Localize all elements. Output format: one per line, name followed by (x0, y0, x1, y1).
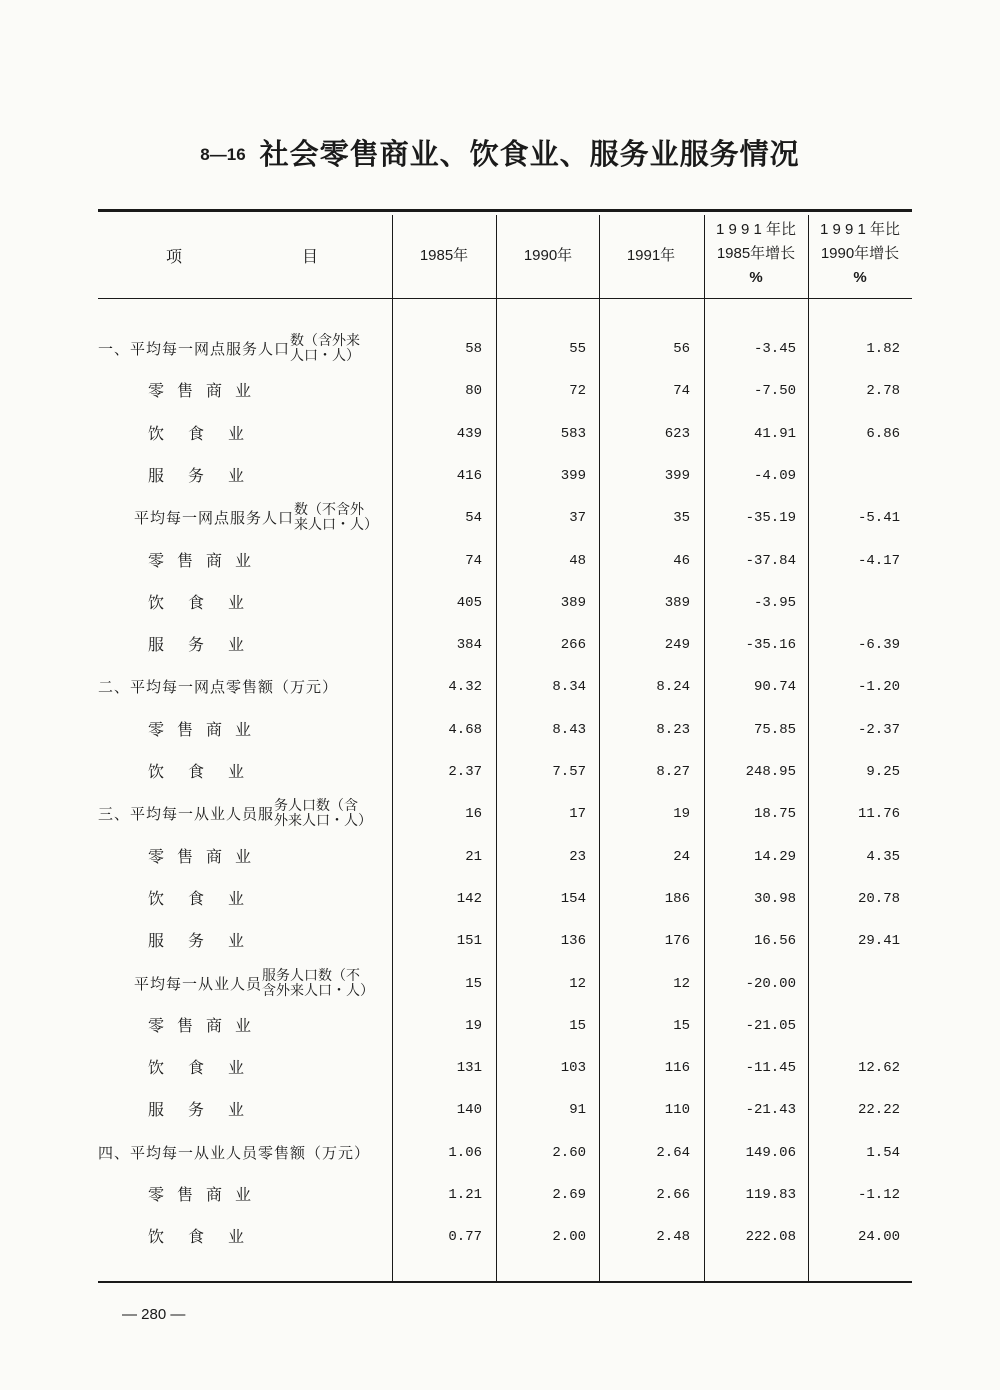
header-growth-vs-1990 (812, 218, 908, 290)
value-1985: 384 (456, 637, 482, 653)
row-label: 零售商业 (148, 381, 265, 400)
value-1990: 37 (569, 510, 586, 526)
row-label: 服务业 (148, 931, 269, 950)
value-1985: 416 (456, 468, 482, 484)
growth-vs-1990: -2.37 (857, 722, 900, 738)
growth-vs-1990: 1.82 (866, 341, 900, 357)
row-label-note (262, 969, 374, 999)
growth-vs-1985: -21.43 (745, 1102, 796, 1118)
row-label: 饮食业 (148, 424, 269, 443)
value-1991: 110 (664, 1102, 690, 1118)
header-growth-vs-1990-line2: 1990年增长 (820, 245, 900, 262)
table-row (0, 413, 1000, 455)
value-1991: 24 (673, 849, 690, 865)
table-row (0, 540, 1000, 582)
table-row (0, 793, 1000, 835)
row-label-main: 平均每一从业人员 (134, 975, 263, 993)
page-number: — 280 — (122, 1306, 186, 1323)
row-label: 零售商业 (148, 720, 265, 739)
growth-vs-1985: -7.50 (753, 383, 796, 399)
value-1990: 154 (560, 891, 586, 907)
table-title-text: 社会零售商业、饮食业、服务业服务情况 (259, 137, 800, 171)
value-1991: 19 (673, 806, 690, 822)
value-1985: 0.77 (448, 1229, 482, 1245)
growth-vs-1985: 248.95 (745, 764, 796, 780)
header-growth-vs-1990-unit: % (853, 269, 867, 286)
value-1990: 48 (569, 553, 586, 569)
row-label-main: 平均每一网点服务人口 (134, 509, 295, 527)
table-row (0, 582, 1000, 624)
growth-vs-1990: 6.86 (866, 426, 900, 442)
value-1991: 8.27 (656, 764, 690, 780)
row-label: 二、平均每一网点零售额（万元） (98, 678, 339, 696)
row-label: 饮食业 (148, 762, 269, 781)
value-1990: 389 (560, 595, 586, 611)
row-label-note-line2: 含外来人口・人） (262, 983, 375, 999)
growth-vs-1990: -4.17 (857, 553, 900, 569)
table-row (0, 1047, 1000, 1089)
table-row (0, 920, 1000, 962)
table-row (0, 1089, 1000, 1131)
header-1985: 1985年 (419, 247, 469, 264)
value-1985: 74 (465, 553, 482, 569)
row-label: 零售商业 (148, 551, 265, 570)
value-1985: 4.32 (448, 679, 482, 695)
value-1990: 2.00 (552, 1229, 586, 1245)
value-1990: 8.34 (552, 679, 586, 695)
growth-vs-1990: 2.78 (866, 383, 900, 399)
growth-vs-1985: -3.45 (753, 341, 796, 357)
value-1991: 15 (673, 1018, 690, 1034)
growth-vs-1985: -11.45 (745, 1060, 796, 1076)
value-1985: 1.06 (448, 1145, 482, 1161)
growth-vs-1990: 12.62 (857, 1060, 900, 1076)
header-1991: 1991年 (626, 247, 676, 264)
growth-vs-1990: 20.78 (857, 891, 900, 907)
row-label: 饮食业 (148, 1058, 269, 1077)
growth-vs-1990: 22.22 (857, 1102, 900, 1118)
value-1990: 583 (560, 426, 586, 442)
table-row (0, 1005, 1000, 1047)
table-row (0, 1132, 1000, 1174)
value-1985: 54 (465, 510, 482, 526)
growth-vs-1990: 29.41 (857, 933, 900, 949)
value-1990: 7.57 (552, 764, 586, 780)
row-label-note-line2: 来人口・人） (294, 517, 379, 533)
growth-vs-1985: 14.29 (753, 849, 796, 865)
row-label-note (274, 799, 372, 829)
row-label: 服务业 (148, 635, 269, 654)
value-1990: 91 (569, 1102, 586, 1118)
growth-vs-1990: 11.76 (857, 806, 900, 822)
growth-vs-1985: 41.91 (753, 426, 796, 442)
value-1991: 8.23 (656, 722, 690, 738)
value-1991: 74 (673, 383, 690, 399)
growth-vs-1985: 90.74 (753, 679, 796, 695)
row-label-note-line1: 务人口数（含 (274, 798, 359, 814)
value-1985: 80 (465, 383, 482, 399)
value-1991: 2.66 (656, 1187, 690, 1203)
table-row (0, 455, 1000, 497)
row-label-main: 一、平均每一网点服务人口 (98, 340, 291, 358)
value-1990: 72 (569, 383, 586, 399)
row-label-note-line1: 数（含外来 (290, 333, 361, 349)
row-label: 饮食业 (148, 1227, 269, 1246)
growth-vs-1990: -6.39 (857, 637, 900, 653)
value-1991: 2.48 (656, 1229, 690, 1245)
value-1990: 136 (560, 933, 586, 949)
table-row (0, 878, 1000, 920)
value-1985: 58 (465, 341, 482, 357)
row-label-note (294, 503, 378, 533)
value-1985: 15 (465, 976, 482, 992)
growth-vs-1990: -1.20 (857, 679, 900, 695)
growth-vs-1990: -5.41 (857, 510, 900, 526)
row-label: 零售商业 (148, 1016, 265, 1035)
value-1990: 103 (560, 1060, 586, 1076)
growth-vs-1985: -35.16 (745, 637, 796, 653)
row-label (134, 497, 378, 539)
row-label: 服务业 (148, 1100, 269, 1119)
value-1990: 2.69 (552, 1187, 586, 1203)
row-label: 零售商业 (148, 1185, 265, 1204)
row-label-main: 三、平均每一从业人员服 (98, 805, 275, 823)
table-title (0, 132, 1000, 173)
row-label-note-line2: 人口・人） (290, 348, 361, 364)
value-1985: 131 (456, 1060, 482, 1076)
row-label-note-line1: 服务人口数（不 (262, 968, 361, 984)
growth-vs-1985: -37.84 (745, 553, 796, 569)
value-1991: 35 (673, 510, 690, 526)
value-1991: 389 (664, 595, 690, 611)
value-1990: 55 (569, 341, 586, 357)
top-rule (98, 209, 912, 212)
header-growth-vs-1985 (708, 218, 804, 290)
value-1991: 186 (664, 891, 690, 907)
table-row (0, 624, 1000, 666)
growth-vs-1985: 75.85 (753, 722, 796, 738)
growth-vs-1990: 4.35 (866, 849, 900, 865)
value-1991: 116 (664, 1060, 690, 1076)
value-1990: 17 (569, 806, 586, 822)
row-label: 饮食业 (148, 889, 269, 908)
value-1991: 623 (664, 426, 690, 442)
value-1985: 19 (465, 1018, 482, 1034)
table-row (0, 666, 1000, 708)
value-1990: 266 (560, 637, 586, 653)
header-item-left: 项 (166, 249, 183, 266)
table-row (0, 963, 1000, 1005)
growth-vs-1985: -21.05 (745, 1018, 796, 1034)
value-1985: 439 (456, 426, 482, 442)
row-label-note-line2: 外来人口・人） (274, 813, 373, 829)
growth-vs-1990: 9.25 (866, 764, 900, 780)
growth-vs-1990: 1.54 (866, 1145, 900, 1161)
growth-vs-1985: 222.08 (745, 1229, 796, 1245)
row-label: 饮食业 (148, 593, 269, 612)
row-label: 零售商业 (148, 847, 265, 866)
growth-vs-1990: -1.12 (857, 1187, 900, 1203)
growth-vs-1990: 24.00 (857, 1229, 900, 1245)
table-row (0, 709, 1000, 751)
growth-vs-1985: -4.09 (753, 468, 796, 484)
header-growth-vs-1985-line2: 1985年增长 (716, 245, 796, 262)
row-label: 服务业 (148, 466, 269, 485)
value-1985: 1.21 (448, 1187, 482, 1203)
table-row (0, 370, 1000, 412)
value-1985: 142 (456, 891, 482, 907)
value-1990: 15 (569, 1018, 586, 1034)
header-growth-vs-1990-line1: 1 9 9 1 年比 (819, 221, 901, 238)
value-1985: 4.68 (448, 722, 482, 738)
value-1985: 2.37 (448, 764, 482, 780)
value-1991: 249 (664, 637, 690, 653)
growth-vs-1985: -20.00 (745, 976, 796, 992)
row-label (98, 793, 372, 835)
header-growth-vs-1985-line1: 1 9 9 1 年比 (715, 221, 797, 238)
header-growth-vs-1985-unit: % (749, 269, 763, 286)
table-row (0, 328, 1000, 370)
header-1990: 1990年 (523, 247, 573, 264)
value-1991: 56 (673, 341, 690, 357)
value-1991: 46 (673, 553, 690, 569)
growth-vs-1985: -3.95 (753, 595, 796, 611)
row-label (134, 963, 374, 1005)
value-1991: 399 (664, 468, 690, 484)
value-1990: 8.43 (552, 722, 586, 738)
growth-vs-1985: 18.75 (753, 806, 796, 822)
value-1991: 2.64 (656, 1145, 690, 1161)
row-label (98, 328, 360, 370)
value-1991: 12 (673, 976, 690, 992)
table-number: 8—16 (200, 145, 246, 164)
row-label-note (290, 334, 360, 364)
header-rule (98, 298, 912, 299)
value-1990: 12 (569, 976, 586, 992)
value-1990: 399 (560, 468, 586, 484)
header-item-right: 目 (302, 249, 319, 266)
value-1991: 8.24 (656, 679, 690, 695)
value-1985: 16 (465, 806, 482, 822)
table-row (0, 1216, 1000, 1258)
growth-vs-1985: 16.56 (753, 933, 796, 949)
growth-vs-1985: -35.19 (745, 510, 796, 526)
value-1985: 151 (456, 933, 482, 949)
table-row (0, 836, 1000, 878)
value-1991: 176 (664, 933, 690, 949)
value-1985: 405 (456, 595, 482, 611)
table-row (0, 1174, 1000, 1216)
row-label-note-line1: 数（不含外 (294, 502, 365, 518)
table-row (0, 497, 1000, 539)
value-1990: 23 (569, 849, 586, 865)
growth-vs-1985: 119.83 (745, 1187, 796, 1203)
value-1990: 2.60 (552, 1145, 586, 1161)
bottom-rule (98, 1281, 912, 1283)
value-1985: 140 (456, 1102, 482, 1118)
growth-vs-1985: 30.98 (753, 891, 796, 907)
growth-vs-1985: 149.06 (745, 1145, 796, 1161)
value-1985: 21 (465, 849, 482, 865)
row-label: 四、平均每一从业人员零售额（万元） (98, 1144, 371, 1162)
table-row (0, 751, 1000, 793)
